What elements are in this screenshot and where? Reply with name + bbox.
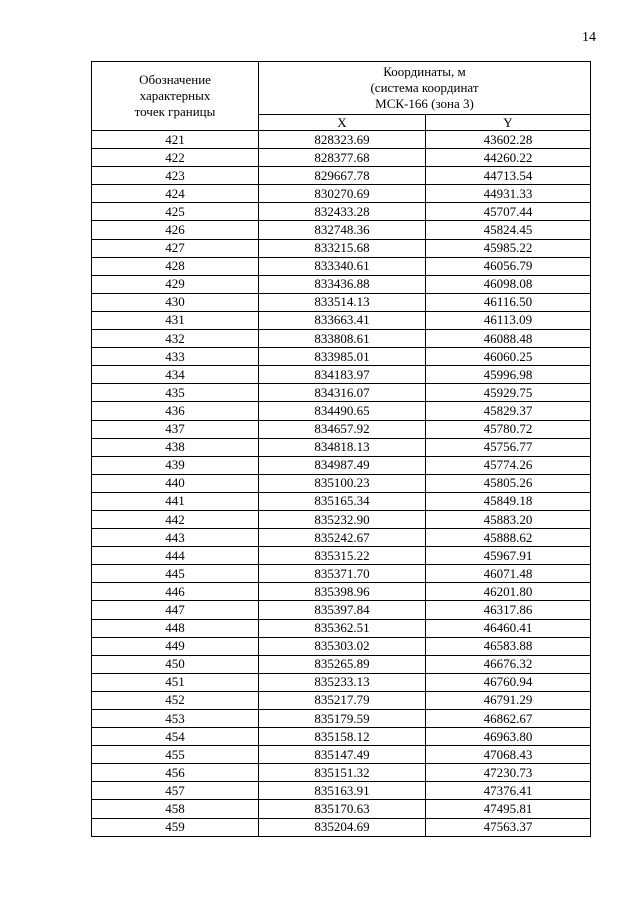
point-header-line-2: характерных — [139, 88, 211, 103]
y-coordinate-cell: 46676.32 — [426, 655, 591, 673]
y-coordinate-cell: 45883.20 — [426, 510, 591, 528]
point-cell: 428 — [92, 257, 259, 275]
point-cell: 434 — [92, 366, 259, 384]
y-coordinate-cell: 44260.22 — [426, 149, 591, 167]
table-row — [92, 275, 591, 293]
table-row — [92, 456, 591, 474]
y-coordinate-cell: 46760.94 — [426, 673, 591, 691]
x-coordinate-cell: 835163.91 — [259, 782, 426, 800]
y-coordinate-cell: 45780.72 — [426, 420, 591, 438]
point-header-line-3: точек границы — [134, 104, 216, 119]
table-row — [92, 348, 591, 366]
y-coordinate-cell: 46201.80 — [426, 583, 591, 601]
x-column-header: X — [259, 115, 426, 131]
table-row — [92, 438, 591, 456]
table-row — [92, 492, 591, 510]
y-coordinate-cell: 45929.75 — [426, 384, 591, 402]
point-cell: 436 — [92, 402, 259, 420]
y-coordinate-cell: 44931.33 — [426, 185, 591, 203]
table-row — [92, 529, 591, 547]
table-row — [92, 601, 591, 619]
point-cell: 435 — [92, 384, 259, 402]
x-coordinate-cell: 829667.78 — [259, 167, 426, 185]
x-coordinate-cell: 834818.13 — [259, 438, 426, 456]
point-cell: 425 — [92, 203, 259, 221]
y-coordinate-cell: 45774.26 — [426, 456, 591, 474]
x-coordinate-cell: 833340.61 — [259, 257, 426, 275]
coords-header-line-2: (система координат — [370, 80, 479, 95]
point-cell: 450 — [92, 655, 259, 673]
point-cell: 437 — [92, 420, 259, 438]
table-row — [92, 257, 591, 275]
table-row — [92, 402, 591, 420]
point-cell: 441 — [92, 492, 259, 510]
x-coordinate-cell: 835371.70 — [259, 565, 426, 583]
point-cell: 459 — [92, 818, 259, 836]
coordinates-header — [259, 62, 591, 115]
table-row — [92, 710, 591, 728]
table-row — [92, 565, 591, 583]
table-row — [92, 221, 591, 239]
point-cell: 432 — [92, 330, 259, 348]
table-row — [92, 311, 591, 329]
y-coordinate-cell: 45707.44 — [426, 203, 591, 221]
table-row — [92, 330, 591, 348]
x-coordinate-cell: 835179.59 — [259, 710, 426, 728]
y-coordinate-cell: 45849.18 — [426, 492, 591, 510]
y-coordinate-cell: 47230.73 — [426, 764, 591, 782]
x-coordinate-cell: 835397.84 — [259, 601, 426, 619]
y-coordinate-cell: 45829.37 — [426, 402, 591, 420]
y-coordinate-cell: 47563.37 — [426, 818, 591, 836]
y-coordinate-cell: 45824.45 — [426, 221, 591, 239]
table-row — [92, 547, 591, 565]
x-coordinate-cell: 835204.69 — [259, 818, 426, 836]
x-coordinate-cell: 835232.90 — [259, 510, 426, 528]
table-row — [92, 746, 591, 764]
y-coordinate-cell: 45888.62 — [426, 529, 591, 547]
table-row — [92, 818, 591, 836]
table-row — [92, 131, 591, 149]
y-coordinate-cell: 46060.25 — [426, 348, 591, 366]
x-coordinate-cell: 835242.67 — [259, 529, 426, 547]
coords-header-line-3: МСК-166 (зона 3) — [375, 96, 474, 111]
table-row — [92, 384, 591, 402]
y-coordinate-cell: 46098.08 — [426, 275, 591, 293]
point-cell: 429 — [92, 275, 259, 293]
x-coordinate-cell: 834987.49 — [259, 456, 426, 474]
point-cell: 445 — [92, 565, 259, 583]
x-coordinate-cell: 833514.13 — [259, 293, 426, 311]
table-row — [92, 673, 591, 691]
y-coordinate-cell: 46113.09 — [426, 311, 591, 329]
point-cell: 431 — [92, 311, 259, 329]
x-coordinate-cell: 828323.69 — [259, 131, 426, 149]
point-cell: 451 — [92, 673, 259, 691]
x-coordinate-cell: 833436.88 — [259, 275, 426, 293]
page-number: 14 — [582, 30, 596, 45]
point-cell: 440 — [92, 474, 259, 492]
y-coordinate-cell: 46056.79 — [426, 257, 591, 275]
table-row — [92, 474, 591, 492]
x-coordinate-cell: 834316.07 — [259, 384, 426, 402]
y-coordinate-cell: 46862.67 — [426, 710, 591, 728]
x-coordinate-cell: 835303.02 — [259, 637, 426, 655]
y-coordinate-cell: 45805.26 — [426, 474, 591, 492]
table-row — [92, 637, 591, 655]
y-coordinate-cell: 45996.98 — [426, 366, 591, 384]
point-cell: 458 — [92, 800, 259, 818]
x-coordinate-cell: 835265.89 — [259, 655, 426, 673]
x-coordinate-cell: 834657.92 — [259, 420, 426, 438]
y-coordinate-cell: 45985.22 — [426, 239, 591, 257]
x-coordinate-cell: 835233.13 — [259, 673, 426, 691]
point-cell: 423 — [92, 167, 259, 185]
y-coordinate-cell: 46071.48 — [426, 565, 591, 583]
point-cell: 439 — [92, 456, 259, 474]
table-row — [92, 293, 591, 311]
table-row — [92, 167, 591, 185]
point-cell: 443 — [92, 529, 259, 547]
table-row — [92, 420, 591, 438]
table-row — [92, 728, 591, 746]
point-cell: 454 — [92, 728, 259, 746]
x-coordinate-cell: 835362.51 — [259, 619, 426, 637]
y-coordinate-cell: 47068.43 — [426, 746, 591, 764]
table-row — [92, 510, 591, 528]
point-cell: 457 — [92, 782, 259, 800]
point-cell: 422 — [92, 149, 259, 167]
y-coordinate-cell: 44713.54 — [426, 167, 591, 185]
table-row — [92, 800, 591, 818]
x-coordinate-cell: 835217.79 — [259, 691, 426, 709]
x-coordinate-cell: 835170.63 — [259, 800, 426, 818]
y-coordinate-cell: 47376.41 — [426, 782, 591, 800]
y-coordinate-cell: 46460.41 — [426, 619, 591, 637]
point-cell: 448 — [92, 619, 259, 637]
y-column-header: Y — [426, 115, 591, 131]
table-row — [92, 619, 591, 637]
point-cell: 442 — [92, 510, 259, 528]
point-cell: 433 — [92, 348, 259, 366]
table-row — [92, 655, 591, 673]
point-cell: 444 — [92, 547, 259, 565]
table-row — [92, 149, 591, 167]
x-coordinate-cell: 833808.61 — [259, 330, 426, 348]
x-coordinate-cell: 835147.49 — [259, 746, 426, 764]
x-coordinate-cell: 834183.97 — [259, 366, 426, 384]
y-coordinate-cell: 45967.91 — [426, 547, 591, 565]
x-coordinate-cell: 835315.22 — [259, 547, 426, 565]
x-coordinate-cell: 835100.23 — [259, 474, 426, 492]
x-coordinate-cell: 834490.65 — [259, 402, 426, 420]
point-cell: 447 — [92, 601, 259, 619]
y-coordinate-cell: 47495.81 — [426, 800, 591, 818]
point-cell: 424 — [92, 185, 259, 203]
x-coordinate-cell: 835165.34 — [259, 492, 426, 510]
point-header-line-1: Обозначение — [139, 72, 211, 87]
point-designation-header — [92, 62, 259, 131]
y-coordinate-cell: 46963.80 — [426, 728, 591, 746]
x-coordinate-cell: 835158.12 — [259, 728, 426, 746]
point-cell: 426 — [92, 221, 259, 239]
y-coordinate-cell: 43602.28 — [426, 131, 591, 149]
table-row — [92, 185, 591, 203]
table-row — [92, 366, 591, 384]
x-coordinate-cell: 832433.28 — [259, 203, 426, 221]
table-row — [92, 583, 591, 601]
point-cell: 421 — [92, 131, 259, 149]
point-cell: 446 — [92, 583, 259, 601]
point-cell: 449 — [92, 637, 259, 655]
x-coordinate-cell: 833215.68 — [259, 239, 426, 257]
x-coordinate-cell: 835398.96 — [259, 583, 426, 601]
y-coordinate-cell: 46088.48 — [426, 330, 591, 348]
x-coordinate-cell: 832748.36 — [259, 221, 426, 239]
point-cell: 427 — [92, 239, 259, 257]
coords-header-line-1: Координаты, м — [383, 64, 466, 79]
point-cell: 430 — [92, 293, 259, 311]
table-row — [92, 764, 591, 782]
coordinates-table — [91, 61, 591, 837]
x-coordinate-cell: 833663.41 — [259, 311, 426, 329]
x-coordinate-cell: 830270.69 — [259, 185, 426, 203]
point-cell: 456 — [92, 764, 259, 782]
x-coordinate-cell: 833985.01 — [259, 348, 426, 366]
point-cell: 453 — [92, 710, 259, 728]
x-coordinate-cell: 835151.32 — [259, 764, 426, 782]
table-row — [92, 203, 591, 221]
table-body — [92, 131, 591, 837]
y-coordinate-cell: 46583.88 — [426, 637, 591, 655]
x-coordinate-cell: 828377.68 — [259, 149, 426, 167]
y-coordinate-cell: 45756.77 — [426, 438, 591, 456]
table-row — [92, 691, 591, 709]
table-row — [92, 782, 591, 800]
table-row — [92, 239, 591, 257]
point-cell: 438 — [92, 438, 259, 456]
y-coordinate-cell: 46317.86 — [426, 601, 591, 619]
y-coordinate-cell: 46116.50 — [426, 293, 591, 311]
table-header — [92, 62, 591, 131]
point-cell: 455 — [92, 746, 259, 764]
point-cell: 452 — [92, 691, 259, 709]
y-coordinate-cell: 46791.29 — [426, 691, 591, 709]
